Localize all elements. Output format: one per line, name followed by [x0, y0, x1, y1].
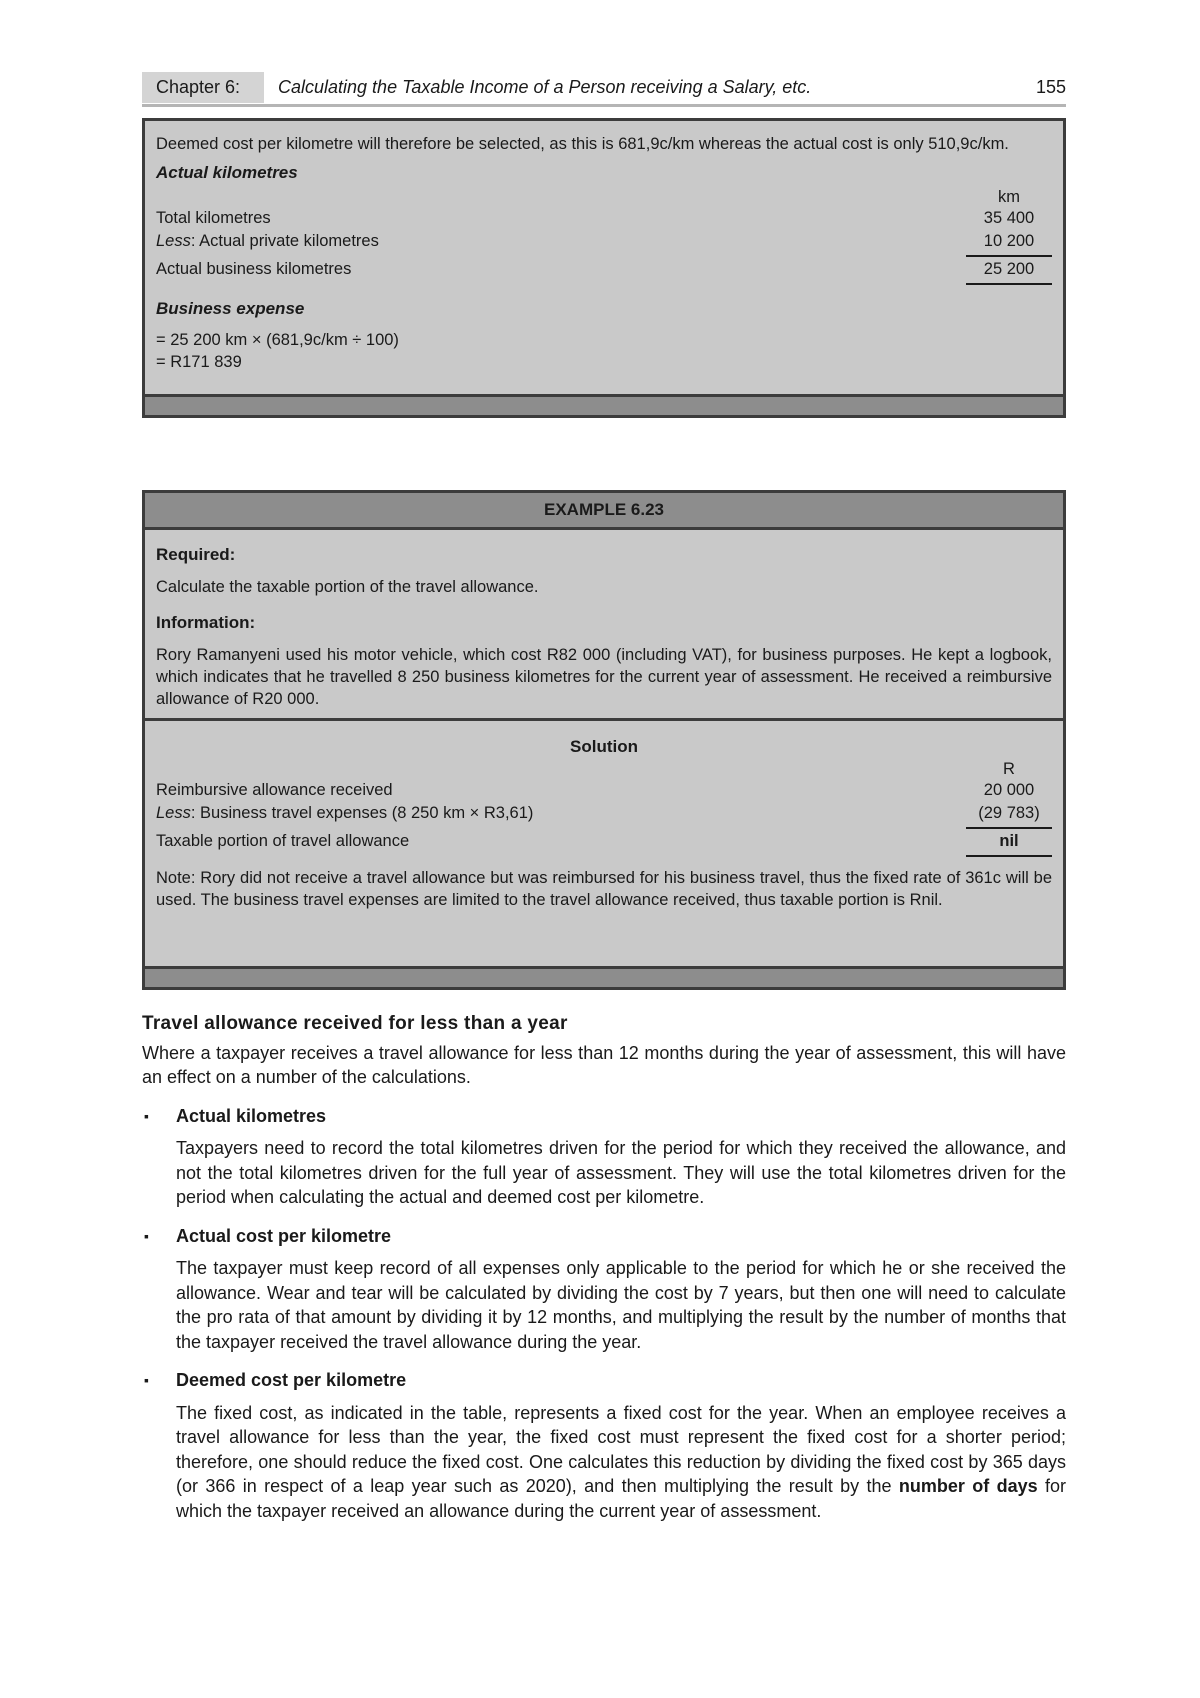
row-label: : Actual private kilometres — [190, 232, 379, 250]
section-body — [142, 1012, 1066, 1523]
deemed-cost-intro: Deemed cost per kilometre will therefore be selected, as this is 681,9c/km whereas the actual cost is only 510,9c/km. — [156, 135, 1009, 153]
unit-km: km — [998, 188, 1020, 206]
total-label: Actual business kilometres — [156, 260, 352, 278]
row-label: Reimbursive allowance received — [156, 781, 393, 799]
table-row — [156, 802, 1052, 825]
box-footer-bar — [145, 394, 1063, 415]
list-item — [142, 1368, 1066, 1523]
bullet-marker: ▪ — [144, 1372, 149, 1388]
bullet-marker: ▪ — [144, 1227, 149, 1244]
bullet-title: Actual kilometres — [176, 1105, 327, 1126]
calc-line: = 25 200 km × (681,9c/km ÷ 100) — [156, 331, 399, 349]
total-amount: nil — [999, 832, 1019, 850]
business-expense-heading: Business expense — [156, 299, 305, 318]
total-bottom-rule — [966, 283, 1052, 285]
row-amount: 35 400 — [983, 209, 1035, 227]
list-item — [142, 1224, 1066, 1355]
bullet-marker: ▪ — [144, 1107, 149, 1124]
row-label: : Business travel expenses (8 250 km × R3,61) — [190, 804, 534, 822]
row-label-prefix: Less — [156, 232, 191, 250]
bullet-text: Taxpayers need to record the total kilometres driven for the period for which they received the allowance, and not the total kilometres driven for the full year of assessment. They will use the total kilometres driven for the period when calculating the actual and deemed cost per kilometre. — [176, 1138, 1066, 1207]
table-row — [156, 779, 1052, 802]
solution-label: Solution — [570, 737, 638, 756]
row-label-prefix: Less — [156, 804, 191, 822]
list-item — [142, 1104, 1066, 1210]
bullet-text-emphasis: number of days — [898, 1476, 1038, 1496]
example-box — [142, 490, 1066, 990]
row-amount: 10 200 — [983, 232, 1035, 250]
required-text: Calculate the taxable portion of the travel allowance. — [156, 578, 539, 596]
section-intro: Where a taxpayer receives a travel allowance for less than 12 months during the year of assessment, this will have an effect on a number of the calculations. — [142, 1042, 1066, 1087]
row-amount: 20 000 — [983, 781, 1035, 799]
bullet-text: The taxpayer must keep record of all expenses only applicable to the period for which he or she received the allowance. Wear and tear will be calculated by dividing the cost by 7 years, but then one will need to calculate the pro rata of that amount by dividing it by 12 months, and multiplying the result by the number of months that the taxpayer received the travel allowance during the year. — [176, 1258, 1066, 1352]
row-amount: (29 783) — [978, 804, 1040, 822]
actual-kilometres-heading: Actual kilometres — [156, 163, 298, 182]
total-label: Taxable portion of travel allowance — [156, 832, 410, 850]
information-text: Rory Ramanyeni used his motor vehicle, which cost R82 000 (including VAT), for business purposes. He kept a logbook, which indicates that he travelled 8 250 business kilometres for the current year of assessment. He received a reimbursive allowance of R20 000. — [156, 646, 1052, 708]
bullet-title: Deemed cost per kilometre — [176, 1370, 407, 1390]
required-label: Required: — [156, 545, 236, 564]
chapter-label: Chapter 6: — [142, 72, 264, 103]
page-number: 155 — [1035, 77, 1066, 97]
box-footer-bar — [145, 966, 1063, 987]
bullet-title: Actual cost per kilometre — [176, 1225, 392, 1246]
row-label: Total kilometres — [156, 209, 271, 227]
running-header — [142, 72, 1066, 107]
table-row — [156, 207, 1052, 230]
total-row — [156, 825, 1052, 857]
total-row — [156, 253, 1052, 285]
solution-continuation-box — [142, 118, 1066, 418]
bullet-text-part: for which the taxpayer received an allowance during the current year of assessment. — [176, 1476, 1066, 1521]
calc-result: = R171 839 — [156, 353, 242, 371]
bullet-text-part: The fixed cost, as indicated in the table, represents a fixed cost for the year. When an employee receives a travel allowance for less than the year, the fixed cost must represent the fixed cost for a shorter period; therefore, one should reduce the fixed cost. One calculates this reduction by dividing the fixed cost by 365 days (or 366 in respect of a leap year such as 2020), and then multiplying the result by the — [176, 1402, 1066, 1496]
bullet-text — [176, 1401, 1066, 1524]
table-row — [156, 230, 1052, 253]
information-label: Information: — [156, 613, 256, 632]
unit-r: R — [1003, 760, 1015, 778]
total-amount: 25 200 — [983, 260, 1035, 278]
unit-row — [156, 759, 1052, 779]
section-heading: Travel allowance received for less than a year — [142, 1013, 568, 1034]
unit-row — [156, 187, 1052, 207]
chapter-title: Calculating the Taxable Income of a Person receiving a Salary, etc. — [278, 77, 812, 97]
total-bottom-rule — [966, 855, 1052, 857]
solution-note: Note: Rory did not receive a travel allowance but was reimbursed for his business travel, thus the fixed rate of 361c will be used. The business travel expenses are limited to the travel allowance received, thus taxable portion is Rnil. — [156, 869, 1052, 909]
example-title: EXAMPLE 6.23 — [145, 493, 1063, 530]
page — [142, 72, 1066, 1521]
